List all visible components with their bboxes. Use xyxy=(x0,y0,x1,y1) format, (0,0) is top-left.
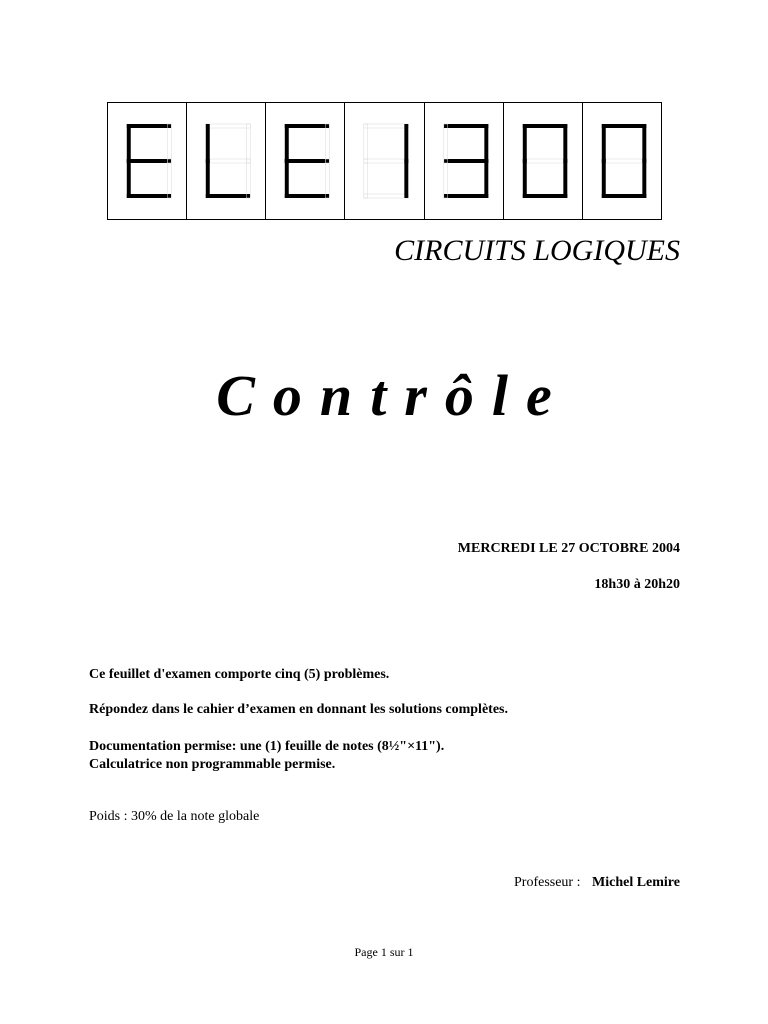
course-subtitle: CIRCUITS LOGIQUES xyxy=(394,234,680,267)
course-code-display xyxy=(107,102,662,220)
segment-on xyxy=(443,194,488,198)
instruction-problems: Ce feuillet d'examen comporte cinq (5) problèmes. xyxy=(89,667,390,682)
segment-on xyxy=(206,159,210,198)
segment-off xyxy=(326,159,330,198)
segment-off xyxy=(522,159,567,163)
segment-on xyxy=(127,159,131,198)
seven-segment-glyph xyxy=(266,103,344,219)
segment-on xyxy=(563,124,567,163)
segment-on xyxy=(285,124,289,163)
page-number: Page 1 sur 1 xyxy=(354,945,414,959)
exam-time: 18h30 à 20h20 xyxy=(594,577,680,592)
segment-on xyxy=(522,159,526,198)
segment-on xyxy=(206,124,210,163)
segment-on xyxy=(563,159,567,198)
segment-on xyxy=(484,159,488,198)
segment-on xyxy=(285,124,330,128)
segment-on xyxy=(602,194,647,198)
segment-on xyxy=(602,124,647,128)
segment-on xyxy=(443,124,488,128)
segment-on xyxy=(127,194,172,198)
segment-on xyxy=(642,159,646,198)
digit-cell xyxy=(583,103,661,219)
segment-off xyxy=(167,159,171,198)
seven-segment-glyph xyxy=(425,103,503,219)
digit-cell xyxy=(425,103,504,219)
seven-segment-glyph xyxy=(187,103,265,219)
seven-segment-glyph xyxy=(583,103,661,219)
segment-on xyxy=(127,159,172,163)
professor-label: Professeur : xyxy=(514,875,581,890)
segment-on xyxy=(522,194,567,198)
segment-off xyxy=(206,124,251,128)
segment-off xyxy=(364,159,368,198)
segment-off xyxy=(246,159,250,198)
exam-title: Contrôle xyxy=(216,363,570,428)
instruction-answers: Répondez dans le cahier d’examen en donnant les solutions complètes. xyxy=(89,702,508,717)
segment-on xyxy=(127,124,172,128)
seven-segment-glyph xyxy=(504,103,582,219)
exam-weight: Poids : 30% de la note globale xyxy=(89,809,260,824)
segment-on xyxy=(484,124,488,163)
segment-on xyxy=(642,124,646,163)
segment-off xyxy=(443,124,447,163)
segment-on xyxy=(443,159,488,163)
segment-on xyxy=(602,159,606,198)
segment-off xyxy=(364,124,409,128)
professor-line xyxy=(514,875,680,891)
segment-off xyxy=(364,159,409,163)
segment-off xyxy=(206,159,251,163)
segment-off xyxy=(602,159,647,163)
digit-cell xyxy=(266,103,345,219)
segment-off xyxy=(326,124,330,163)
segment-on xyxy=(602,124,606,163)
digit-cell xyxy=(345,103,424,219)
instruction-documentation: Documentation permise: une (1) feuille de notes (8½"×11"). xyxy=(89,739,445,754)
segment-on xyxy=(405,159,409,198)
segment-off xyxy=(246,124,250,163)
segment-on xyxy=(206,194,251,198)
instruction-calculator: Calculatrice non programmable permise. xyxy=(89,757,336,772)
segment-on xyxy=(522,124,526,163)
segment-off xyxy=(364,124,368,163)
segment-on xyxy=(522,124,567,128)
segment-on xyxy=(127,124,131,163)
segment-on xyxy=(285,159,330,163)
seven-segment-glyph xyxy=(108,103,186,219)
segment-off xyxy=(167,124,171,163)
seven-segment-glyph xyxy=(345,103,423,219)
digit-cell xyxy=(504,103,583,219)
segment-off xyxy=(443,159,447,198)
segment-on xyxy=(405,124,409,163)
segment-on xyxy=(285,194,330,198)
segment-on xyxy=(285,159,289,198)
exam-date: MERCREDI LE 27 OCTOBRE 2004 xyxy=(457,541,680,556)
segment-off xyxy=(364,194,409,198)
digit-cell xyxy=(108,103,187,219)
professor-name: Michel Lemire xyxy=(592,875,680,890)
digit-cell xyxy=(187,103,266,219)
